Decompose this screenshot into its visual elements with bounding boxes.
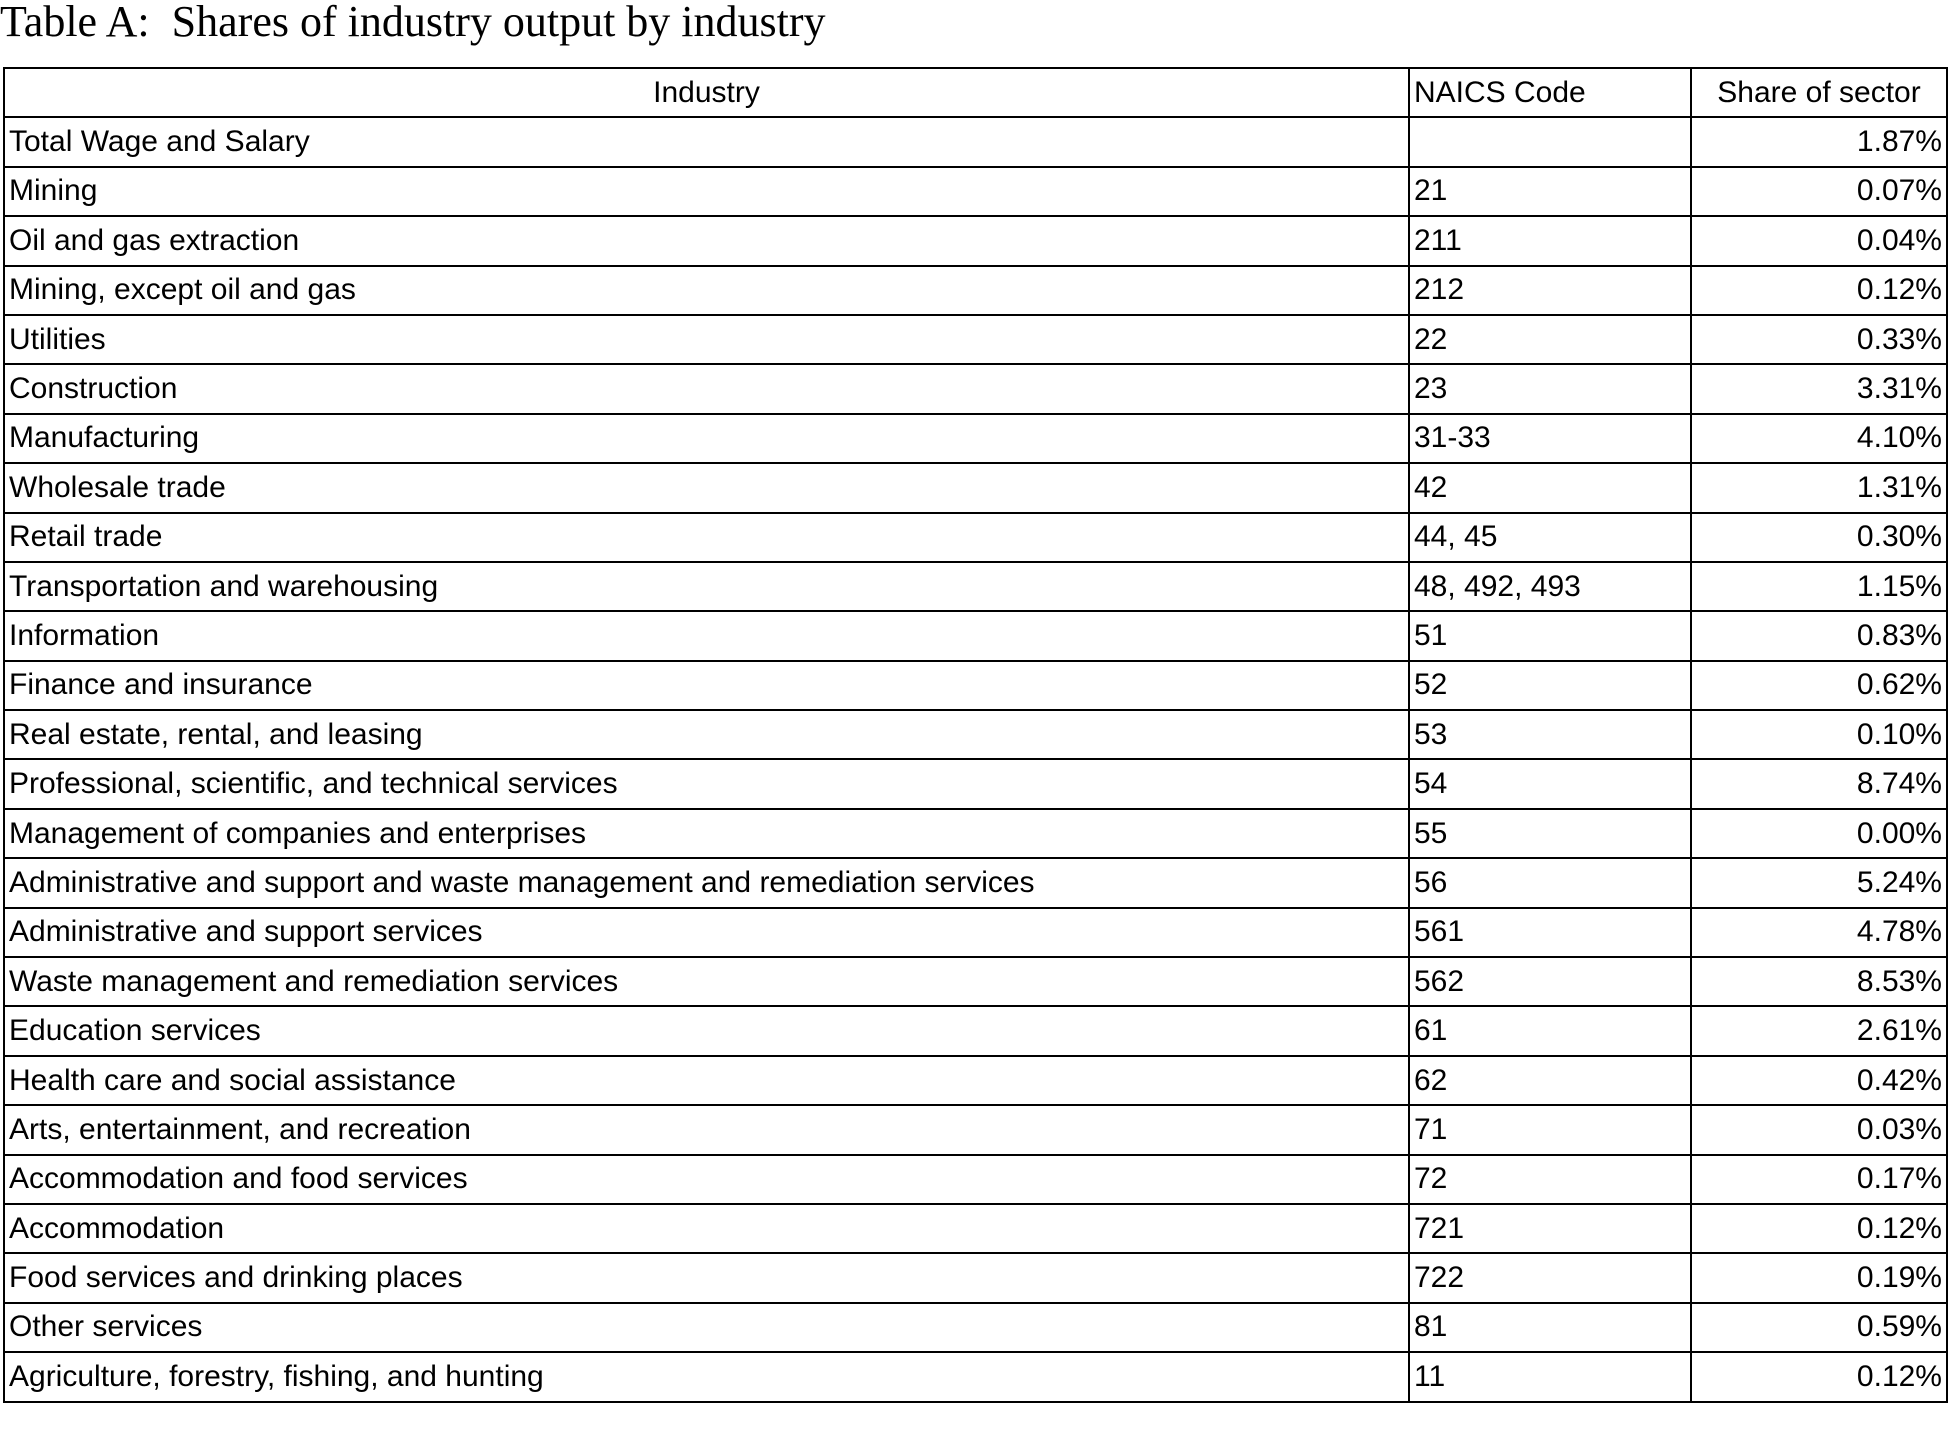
- industry-cell: Information: [4, 611, 1409, 660]
- share-cell: 5.24%: [1691, 858, 1947, 907]
- share-cell: 4.78%: [1691, 908, 1947, 957]
- share-cell: 0.10%: [1691, 710, 1947, 759]
- industry-cell: Construction: [4, 364, 1409, 413]
- table-row: [4, 957, 1947, 1006]
- table-row: [4, 661, 1947, 710]
- naics-code-cell: 561: [1409, 908, 1691, 957]
- industry-cell: Mining: [4, 167, 1409, 216]
- table-row: [4, 710, 1947, 759]
- share-cell: 0.33%: [1691, 315, 1947, 364]
- header-share-of-sector: Share of sector: [1691, 68, 1947, 117]
- industry-cell: Administrative and support and waste management and remediation services: [4, 858, 1409, 907]
- share-cell: 0.59%: [1691, 1303, 1947, 1352]
- industry-cell: Utilities: [4, 315, 1409, 364]
- industry-cell: Arts, entertainment, and recreation: [4, 1105, 1409, 1154]
- share-cell: 1.15%: [1691, 562, 1947, 611]
- share-cell: 0.42%: [1691, 1056, 1947, 1105]
- table-row: [4, 117, 1947, 166]
- table-row: [4, 1105, 1947, 1154]
- share-cell: 0.07%: [1691, 167, 1947, 216]
- industry-cell: Waste management and remediation services: [4, 957, 1409, 1006]
- industry-cell: Real estate, rental, and leasing: [4, 710, 1409, 759]
- industry-cell: Accommodation and food services: [4, 1155, 1409, 1204]
- table-row: [4, 414, 1947, 463]
- header-row: [4, 68, 1947, 117]
- share-cell: 0.12%: [1691, 1204, 1947, 1253]
- naics-code-cell: 23: [1409, 364, 1691, 413]
- naics-code-cell: 22: [1409, 315, 1691, 364]
- header-industry: Industry: [4, 68, 1409, 117]
- header-naics-code: NAICS Code: [1409, 68, 1691, 117]
- naics-code-cell: 61: [1409, 1006, 1691, 1055]
- share-cell: 0.12%: [1691, 266, 1947, 315]
- naics-code-cell: 56: [1409, 858, 1691, 907]
- table-row: [4, 809, 1947, 858]
- table-row: [4, 1303, 1947, 1352]
- share-cell: 8.53%: [1691, 957, 1947, 1006]
- table-row: [4, 562, 1947, 611]
- table-row: [4, 1155, 1947, 1204]
- table-row: [4, 858, 1947, 907]
- table-row: [4, 1006, 1947, 1055]
- naics-code-cell: 212: [1409, 266, 1691, 315]
- naics-code-cell: 11: [1409, 1352, 1691, 1401]
- share-cell: 4.10%: [1691, 414, 1947, 463]
- naics-code-cell: 52: [1409, 661, 1691, 710]
- table-row: [4, 1056, 1947, 1105]
- table-row: [4, 216, 1947, 265]
- naics-code-cell: 211: [1409, 216, 1691, 265]
- naics-code-cell: 62: [1409, 1056, 1691, 1105]
- table-row: [4, 1253, 1947, 1302]
- naics-code-cell: 48, 492, 493: [1409, 562, 1691, 611]
- industry-cell: Transportation and warehousing: [4, 562, 1409, 611]
- table-row: [4, 908, 1947, 957]
- table-row: [4, 266, 1947, 315]
- share-cell: 3.31%: [1691, 364, 1947, 413]
- share-cell: 0.30%: [1691, 513, 1947, 562]
- industry-cell: Total Wage and Salary: [4, 117, 1409, 166]
- naics-code-cell: 31-33: [1409, 414, 1691, 463]
- table-row: [4, 759, 1947, 808]
- table-body: [4, 117, 1947, 1401]
- industry-cell: Mining, except oil and gas: [4, 266, 1409, 315]
- industry-cell: Agriculture, forestry, fishing, and hunting: [4, 1352, 1409, 1401]
- industry-cell: Food services and drinking places: [4, 1253, 1409, 1302]
- industry-cell: Professional, scientific, and technical services: [4, 759, 1409, 808]
- table-row: [4, 315, 1947, 364]
- share-cell: 0.62%: [1691, 661, 1947, 710]
- industry-cell: Finance and insurance: [4, 661, 1409, 710]
- naics-code-cell: [1409, 117, 1691, 166]
- share-cell: 2.61%: [1691, 1006, 1947, 1055]
- share-cell: 0.00%: [1691, 809, 1947, 858]
- industry-cell: Wholesale trade: [4, 463, 1409, 512]
- industry-cell: Administrative and support services: [4, 908, 1409, 957]
- naics-code-cell: 51: [1409, 611, 1691, 660]
- table-row: [4, 611, 1947, 660]
- naics-code-cell: 53: [1409, 710, 1691, 759]
- naics-code-cell: 44, 45: [1409, 513, 1691, 562]
- table-row: [4, 463, 1947, 512]
- table-row: [4, 1352, 1947, 1401]
- industry-cell: Oil and gas extraction: [4, 216, 1409, 265]
- share-cell: 0.83%: [1691, 611, 1947, 660]
- naics-code-cell: 54: [1409, 759, 1691, 808]
- share-cell: 8.74%: [1691, 759, 1947, 808]
- share-cell: 0.03%: [1691, 1105, 1947, 1154]
- table-row: [4, 364, 1947, 413]
- share-cell: 1.87%: [1691, 117, 1947, 166]
- industry-cell: Management of companies and enterprises: [4, 809, 1409, 858]
- table-row: [4, 167, 1947, 216]
- share-cell: 0.04%: [1691, 216, 1947, 265]
- share-cell: 0.19%: [1691, 1253, 1947, 1302]
- industry-cell: Retail trade: [4, 513, 1409, 562]
- table-title: Table A: Shares of industry output by industry: [0, 0, 826, 46]
- naics-code-cell: 81: [1409, 1303, 1691, 1352]
- share-cell: 0.12%: [1691, 1352, 1947, 1401]
- industry-cell: Education services: [4, 1006, 1409, 1055]
- industry-share-table: [3, 67, 1948, 1403]
- table-row: [4, 513, 1947, 562]
- naics-code-cell: 71: [1409, 1105, 1691, 1154]
- naics-code-cell: 562: [1409, 957, 1691, 1006]
- naics-code-cell: 42: [1409, 463, 1691, 512]
- naics-code-cell: 721: [1409, 1204, 1691, 1253]
- naics-code-cell: 21: [1409, 167, 1691, 216]
- industry-cell: Other services: [4, 1303, 1409, 1352]
- industry-cell: Accommodation: [4, 1204, 1409, 1253]
- naics-code-cell: 55: [1409, 809, 1691, 858]
- naics-code-cell: 722: [1409, 1253, 1691, 1302]
- table-row: [4, 1204, 1947, 1253]
- share-cell: 1.31%: [1691, 463, 1947, 512]
- industry-cell: Health care and social assistance: [4, 1056, 1409, 1105]
- naics-code-cell: 72: [1409, 1155, 1691, 1204]
- industry-cell: Manufacturing: [4, 414, 1409, 463]
- share-cell: 0.17%: [1691, 1155, 1947, 1204]
